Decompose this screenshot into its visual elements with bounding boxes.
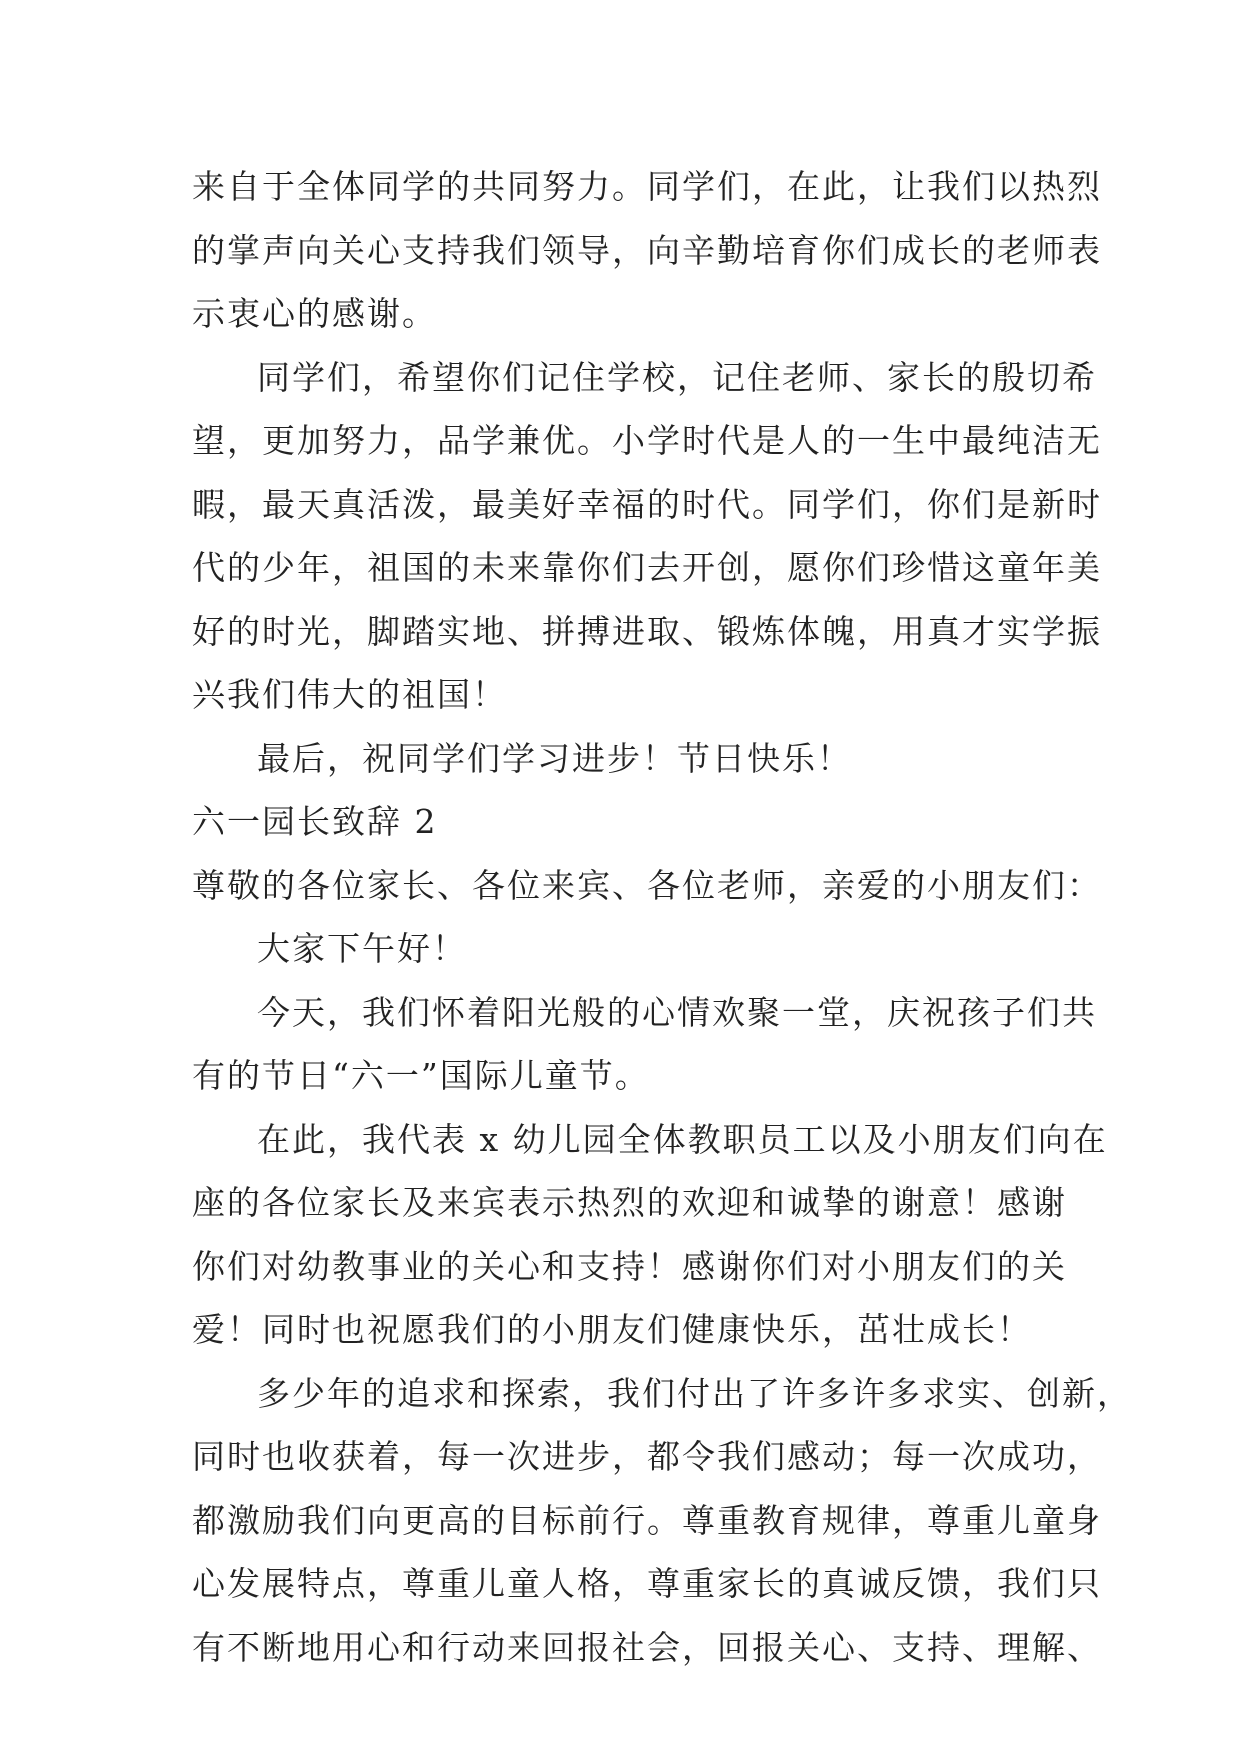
section-heading: 六一园长致辞 2	[192, 802, 438, 841]
body-text-line: 兴我们伟大的祖国！	[192, 675, 507, 714]
body-text-line: 暇，最天真活泼，最美好幸福的时代。同学们，你们是新时	[192, 485, 1102, 524]
body-text-line: 示衷心的感谢。	[192, 294, 437, 333]
body-text-line: 有不断地用心和行动来回报社会，回报关心、支持、理解、	[192, 1628, 1102, 1667]
paragraph-first-line: 最后，祝同学们学习进步！节日快乐！	[257, 739, 852, 778]
greeting-line: 大家下午好！	[257, 929, 467, 968]
body-text-line: 代的少年，祖国的未来靠你们去开创，愿你们珍惜这童年美	[192, 548, 1102, 587]
body-text-line: 来自于全体同学的共同努力。同学们，在此，让我们以热烈	[192, 167, 1102, 206]
paragraph-first-line: 在此，我代表 x 幼儿园全体教职员工以及小朋友们向在	[257, 1120, 1108, 1159]
body-text-line: 好的时光，脚踏实地、拼搏进取、锻炼体魄，用真才实学振	[192, 612, 1102, 651]
body-text-line: 的掌声向关心支持我们领导，向辛勤培育你们成长的老师表	[192, 231, 1102, 270]
body-text-line: 爱！同时也祝愿我们的小朋友们健康快乐，茁壮成长！	[192, 1310, 1032, 1349]
body-text-line: 都激励我们向更高的目标前行。尊重教育规律，尊重儿童身	[192, 1501, 1102, 1540]
body-text-line: 有的节日“六一”国际儿童节。	[192, 1056, 650, 1095]
paragraph-first-line: 多少年的追求和探索，我们付出了许多许多求实、创新，	[257, 1374, 1132, 1413]
body-text-line: 心发展特点，尊重儿童人格，尊重家长的真诚反馈，我们只	[192, 1564, 1102, 1603]
body-text-line: 同时也收获着，每一次进步，都令我们感动；每一次成功，	[192, 1437, 1102, 1476]
paragraph-first-line: 今天，我们怀着阳光般的心情欢聚一堂，庆祝孩子们共	[257, 993, 1097, 1032]
salutation-line: 尊敬的各位家长、各位来宾、各位老师，亲爱的小朋友们：	[192, 866, 1102, 905]
body-text-line: 你们对幼教事业的关心和支持！感谢你们对小朋友们的关	[192, 1247, 1067, 1286]
body-text-line: 望，更加努力，品学兼优。小学时代是人的一生中最纯洁无	[192, 421, 1102, 460]
body-text-line: 座的各位家长及来宾表示热烈的欢迎和诚挚的谢意！感谢	[192, 1183, 1067, 1222]
paragraph-first-line: 同学们，希望你们记住学校，记住老师、家长的殷切希	[257, 358, 1097, 397]
